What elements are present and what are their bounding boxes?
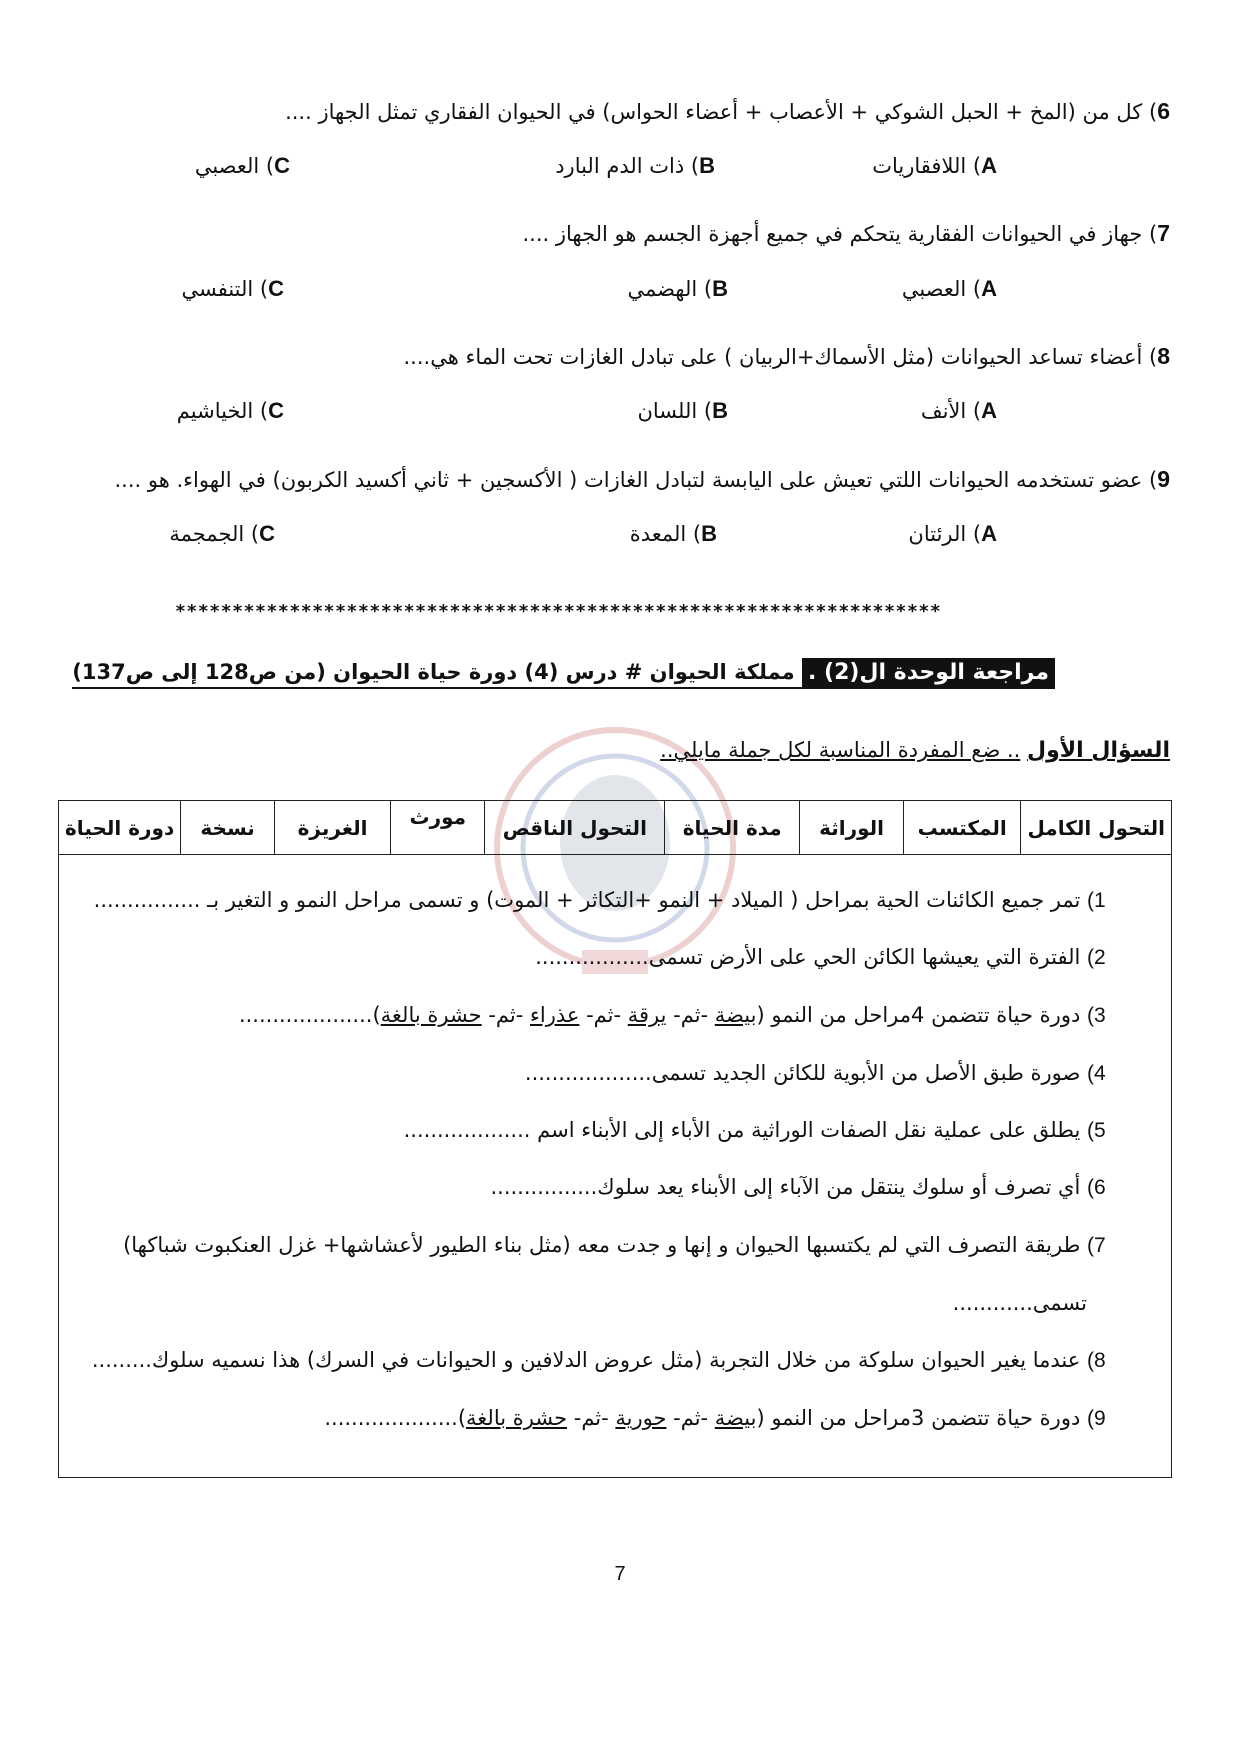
- option-b: B) الهضمي: [627, 276, 728, 301]
- word-bank-item: المكتسب: [903, 801, 1021, 855]
- review-title-boxed: مراجعة الوحدة ال(2) .: [802, 658, 1055, 687]
- section-heading: [660, 738, 1170, 763]
- question-one-instruction: .. ضع المفردة المناسبة لكل جملة مايلي..: [660, 738, 1021, 762]
- word-bank-item: الغريزة: [274, 801, 390, 855]
- sentence-2: 2) الفترة التي يعيشها الكائن الحي على الأرض تسمى.................: [535, 945, 1106, 969]
- option-b: B) اللسان: [637, 398, 728, 423]
- question-one-label: السؤال الأول: [1027, 738, 1170, 763]
- option-c: C) الخياشيم: [176, 398, 284, 423]
- word-bank-item: مورث: [391, 801, 485, 855]
- word-bank-item: الوراثة: [800, 801, 904, 855]
- sentence-6: 6) أي تصرف أو سلوك ينتقل من الآباء إلى الأبناء يعد سلوك................: [490, 1175, 1106, 1199]
- sentence-8: 8) عندما يغير الحيوان سلوكة من خلال التجربة (مثل عروض الدلافين و الحيوانات في السرك) هذا نسميه سلوك.........: [91, 1348, 1106, 1372]
- question-text: جهاز في الحيوانات الفقارية يتحكم في جميع أجهزة الجسم هو الجهاز ....: [522, 222, 1143, 246]
- option-a: A) اللافقاريات: [872, 153, 997, 178]
- sentence-3: 3) دورة حياة تتضمن 4مراحل من النمو (بيضة -ثم- يرقة -ثم- عذراء -ثم- حشرة بالغة)....................: [238, 1003, 1106, 1027]
- option-a: A) الرئتان: [908, 521, 997, 546]
- review-title-pages: (من ص128 إلى ص137): [72, 660, 326, 684]
- option-c: C) الجمجمة: [169, 521, 275, 546]
- option-a: A) الأنف: [920, 398, 997, 423]
- sentence-1: 1) تمر جميع الكائنات الحية بمراحل ( الميلاد + النمو +التكاثر + الموت) و تسمى مراحل النمو و التغير بـ ................: [93, 888, 1106, 912]
- word-bank-item: دورة الحياة: [59, 801, 181, 855]
- question-9: 9) عضو تستخدمه الحيوانات اللتي تعيش على اليابسة لتبادل الغازات ( الأكسجين + ثاني أكسيد الكربون) في الهواء. هو ....: [114, 466, 1170, 492]
- option-b: B) ذات الدم البارد: [555, 153, 715, 178]
- question-text: أعضاء تساعد الحيوانات (مثل الأسماك+الربيان ) على تبادل الغازات تحت الماء هي....: [403, 345, 1143, 369]
- option-c: C) التنفسي: [181, 276, 284, 301]
- word-bank-item: نسخة: [181, 801, 275, 855]
- sentence-4: 4) صورة طبق الأصل من الأبوية للكائن الجديد تسمى...................: [524, 1061, 1106, 1085]
- question-8: 8) أعضاء تساعد الحيوانات (مثل الأسماك+الربيان ) على تبادل الغازات تحت الماء هي....: [403, 343, 1170, 369]
- separator-line: *******************************************************************: [175, 601, 942, 622]
- option-b: B) المعدة: [629, 521, 717, 546]
- sentence-7: 7) طريقة التصرف التي لم يكتسبها الحيوان و إنها و جدت معه (مثل بناء الطيور لأعشاشها+ غزل العنكبوت شباكها): [123, 1233, 1106, 1257]
- question-7: 7) جهاز في الحيوانات الفقارية يتحكم في جميع أجهزة الجسم هو الجهاز ....: [522, 220, 1170, 246]
- sentence-9: 9) دورة حياة تتضمن 3مراحل من النمو (بيضة -ثم- حورية -ثم- حشرة بالغة)....................: [324, 1406, 1106, 1430]
- option-a: A) العصبي: [901, 276, 997, 301]
- sentence-5: 5) يطلق على عملية نقل الصفات الوراثية من الأباء إلى الأبناء اسم ...................: [403, 1118, 1106, 1142]
- word-bank-item: مدة الحياة: [665, 801, 800, 855]
- page-number: 7: [614, 1563, 626, 1585]
- sentence-7-continued: تسمى............: [952, 1291, 1087, 1315]
- question-6: 6) كل من (المخ + الحبل الشوكي + الأعصاب + أعضاء الحواس) في الحيوان الفقاري تمثل الجهاز ....: [285, 98, 1170, 124]
- review-title-lesson: مملكة الحيوان # درس (4) دورة حياة الحيوان: [333, 660, 795, 684]
- question-text: عضو تستخدمه الحيوانات اللتي تعيش على اليابسة لتبادل الغازات ( الأكسجين + ثاني أكسيد الكربون) في الهواء. هو ....: [114, 468, 1143, 492]
- word-bank-item: التحول الناقص: [485, 801, 665, 855]
- word-bank-table: [58, 800, 1172, 855]
- unit-review-title: [72, 660, 1055, 689]
- question-text: كل من (المخ + الحبل الشوكي + الأعصاب + أعضاء الحواس) في الحيوان الفقاري تمثل الجهاز ....: [285, 100, 1143, 124]
- sentences-box: [58, 855, 1172, 1478]
- option-c: C) العصبي: [194, 153, 290, 178]
- word-bank-item: التحول الكامل: [1021, 801, 1172, 855]
